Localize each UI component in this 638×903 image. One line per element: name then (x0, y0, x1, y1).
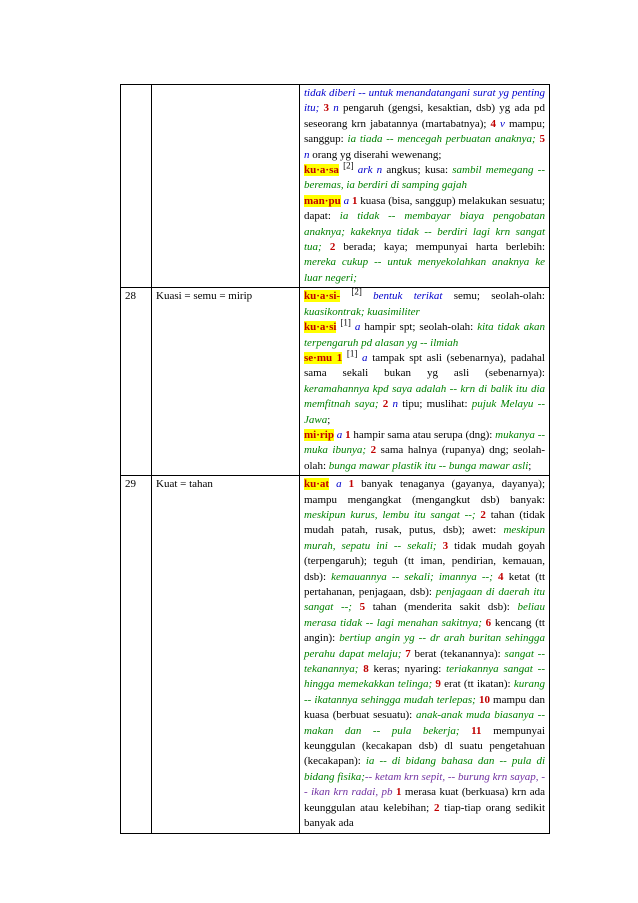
example-text: anak-anak muda biasanya -- makan dan -- pula bekerja; (304, 709, 545, 737)
grammar-label: a (336, 478, 342, 491)
sense-number: 2 (382, 398, 389, 411)
definition-text: pengaruh (gengsi, kesaktian, dsb) yg ada pd seseorang krn jabatannya (martabatnya); (304, 102, 546, 130)
headword: man·pu (304, 194, 341, 207)
definition-text: angkus; kusa: (382, 164, 453, 177)
sense-number: 10 (478, 693, 490, 706)
sense-number: 4 (498, 570, 504, 583)
sense-number: 6 (485, 616, 492, 629)
dictionary-table (120, 84, 550, 834)
example-text: meskipun kurus, lembu itu sangat --; (304, 508, 481, 521)
definition-text: tahan (menderita sakit dsb): (365, 601, 518, 614)
definition-text: sama halnya (rupanya) dng; seolah-olah: (304, 444, 545, 472)
sense-number: 2 (433, 801, 440, 814)
row-number: 28 (121, 288, 152, 476)
definition-text: semu; seolah-olah: (442, 290, 545, 303)
proverb-text: -- ketam krn sepit, -- burung krn sayap, -- ikan krn radai, pb (304, 770, 545, 799)
grammar-label: v (500, 117, 505, 130)
grammar-label: a (336, 428, 343, 441)
definition-text: ketat (tt pertahanan, penjagaan, dsb): (304, 570, 546, 598)
row-number (121, 85, 152, 288)
definition-text (362, 290, 373, 302)
headword: ku·a·si (304, 321, 337, 334)
sense-number: 1 (395, 786, 402, 799)
definition-text: erat (tt ikatan): (440, 678, 514, 691)
definition-text: tipu; muslihat: (397, 398, 472, 411)
definition-text: tahan (tidak mudah patah, rusak, putus, dsb); awet: (304, 508, 545, 537)
grammar-label: tidak diberi -- untuk menandatangani surat yg penting itu; (304, 87, 545, 115)
grammar-label: a (343, 194, 350, 207)
example-text: kurang -- ikatannya sehingga mudah terlepas; (304, 678, 545, 706)
grammar-label: n (392, 398, 398, 411)
table-row (121, 476, 550, 833)
example-text: beliau merasa tidak -- lagi menahan sakitnya; (304, 601, 545, 629)
definition-text: mempunyai keunggulan (kecakapan dsb) dl suatu pengetahuan (kecakapan): (304, 724, 545, 768)
definition-text: merasa kuat (berkuasa) krn ada keunggulan atau kelebihan; (304, 786, 546, 814)
example-text: ia tiada -- mencegah perbuatan anaknya; (347, 133, 540, 146)
definition-text: berat (tekanannya): (410, 647, 505, 660)
headword: se·mu 1 (304, 351, 343, 364)
definition-text: tiap-tiap orang sedikit banyak ada (304, 801, 545, 830)
row-synonym: Kuat = tahan (152, 476, 300, 833)
example-text: teriakannya sangat -- hingga memekakkan telinga; (304, 663, 545, 691)
example-text: bunga mawar plastik itu -- bunga mawar asli (328, 459, 529, 472)
example-text: mereka cukup -- untuk menyekolahkan anaknya ke luar negeri; (304, 256, 545, 284)
grammar-label: bentuk terikat (373, 290, 443, 303)
definition-text: orang yg diserahi wewenang; (309, 148, 442, 161)
sense-number: 9 (435, 678, 441, 691)
row-number: 29 (121, 476, 152, 833)
grammar-label: ark n (357, 164, 383, 177)
headword: ku·a·sa (304, 164, 339, 177)
table-row (121, 85, 550, 288)
grammar-label: a (354, 321, 361, 334)
sense-number: 1 (345, 428, 351, 441)
sense-number: 5 (539, 133, 545, 146)
example-text: kemauannya -- sekali; imannya --; (331, 570, 499, 583)
sense-number: 5 (359, 601, 366, 614)
headword: ku·at (304, 478, 330, 491)
sense-number: 7 (405, 647, 411, 660)
headword: ku·a·si- (304, 290, 341, 303)
definition-text: berada; kaya; mempunyai harta berlebih: (335, 241, 545, 254)
row-definition (300, 288, 550, 476)
table-row (121, 288, 550, 476)
row-definition (300, 85, 550, 288)
definition-text (340, 290, 351, 302)
example-text: ia tidak -- membayar biaya pengobatan anaknya; kakeknya tidak -- berdiri lagi krn sangat tua; (304, 210, 545, 254)
example-text: bertiup angin yg -- dr arah buritan sehingga perahu dapat melaju; (304, 632, 545, 660)
sense-number: 1 (348, 478, 355, 491)
example-text: sangat -- tekanannya; (304, 647, 546, 676)
homonym-index: [1] (346, 348, 358, 359)
homonym-index: [1] (340, 317, 351, 328)
definition-text: ; (327, 413, 331, 426)
grammar-label: n (333, 102, 339, 115)
definition-text: tidak mudah goyah (terpengaruh); teguh (tt iman, pendirian, kemauan, dsb): (304, 539, 545, 583)
example-text: meskipun murah, sepatu ini -- sekali; (304, 524, 545, 552)
definition-text: tampak spt asli (sebenarnya), padahal sama sekali bukan yg asli (sebenarnya): (304, 351, 545, 380)
definition-text: mampu dan kuasa (berbuat sesuatu): (304, 693, 545, 722)
sense-number: 2 (480, 508, 486, 521)
example-text: sambil memegang -- beremas, ia berdiri di samping gajah (304, 164, 545, 192)
example-text: penjagaan di daerah itu sangat --; (304, 586, 545, 614)
sense-number: 2 (329, 241, 336, 254)
row-definition (300, 476, 550, 833)
sense-number: 2 (370, 444, 377, 457)
grammar-label: n (304, 148, 310, 161)
definition-text: keras; nyaring: (368, 663, 447, 676)
definition-text: hampir sama atau serupa (dng): (350, 428, 496, 441)
example-text: kita tidak akan terpengaruh pd alasan yg -- ilmiah (304, 321, 546, 349)
definition-text: banyak tenaganya (gayanya, dayanya); mampu mengangkat (mengangkut dsb) banyak: (304, 478, 546, 506)
row-synonym (152, 85, 300, 288)
sense-number: 8 (363, 663, 369, 676)
example-text: ia -- di bidang bahasa dan -- pula di bidang fisika; (304, 755, 546, 783)
example-text: keramahannya kpd saya adalah -- krn di balik itu dia memfitnah saya; (304, 382, 545, 411)
example-text: kuasikontrak; kuasimiliter (304, 305, 420, 318)
headword: mi·rip (304, 428, 334, 441)
sense-number: 11 (471, 724, 482, 737)
row-synonym: Kuasi = semu = mirip (152, 288, 300, 476)
example-text: mukanya -- muka ibunya; (304, 428, 546, 457)
sense-number: 3 (323, 102, 330, 115)
homonym-index: [2] (343, 160, 354, 171)
definition-text: ; (528, 459, 532, 472)
homonym-index: [2] (351, 286, 362, 297)
definition-text: mampu; sanggup: (304, 117, 546, 146)
definition-text: kencang (tt angin): (304, 616, 545, 645)
definition-text (342, 478, 349, 490)
sense-number: 1 (351, 194, 358, 207)
grammar-label: a (362, 351, 368, 364)
definition-text: hampir spt; seolah-olah: (360, 321, 478, 334)
example-text: pujuk Melayu -- Jawa (304, 398, 545, 426)
definition-text: kuasa (bisa, sanggup) melakukan sesuatu; dapat: (304, 194, 546, 223)
sense-number: 4 (490, 117, 497, 130)
sense-number: 3 (442, 539, 449, 552)
